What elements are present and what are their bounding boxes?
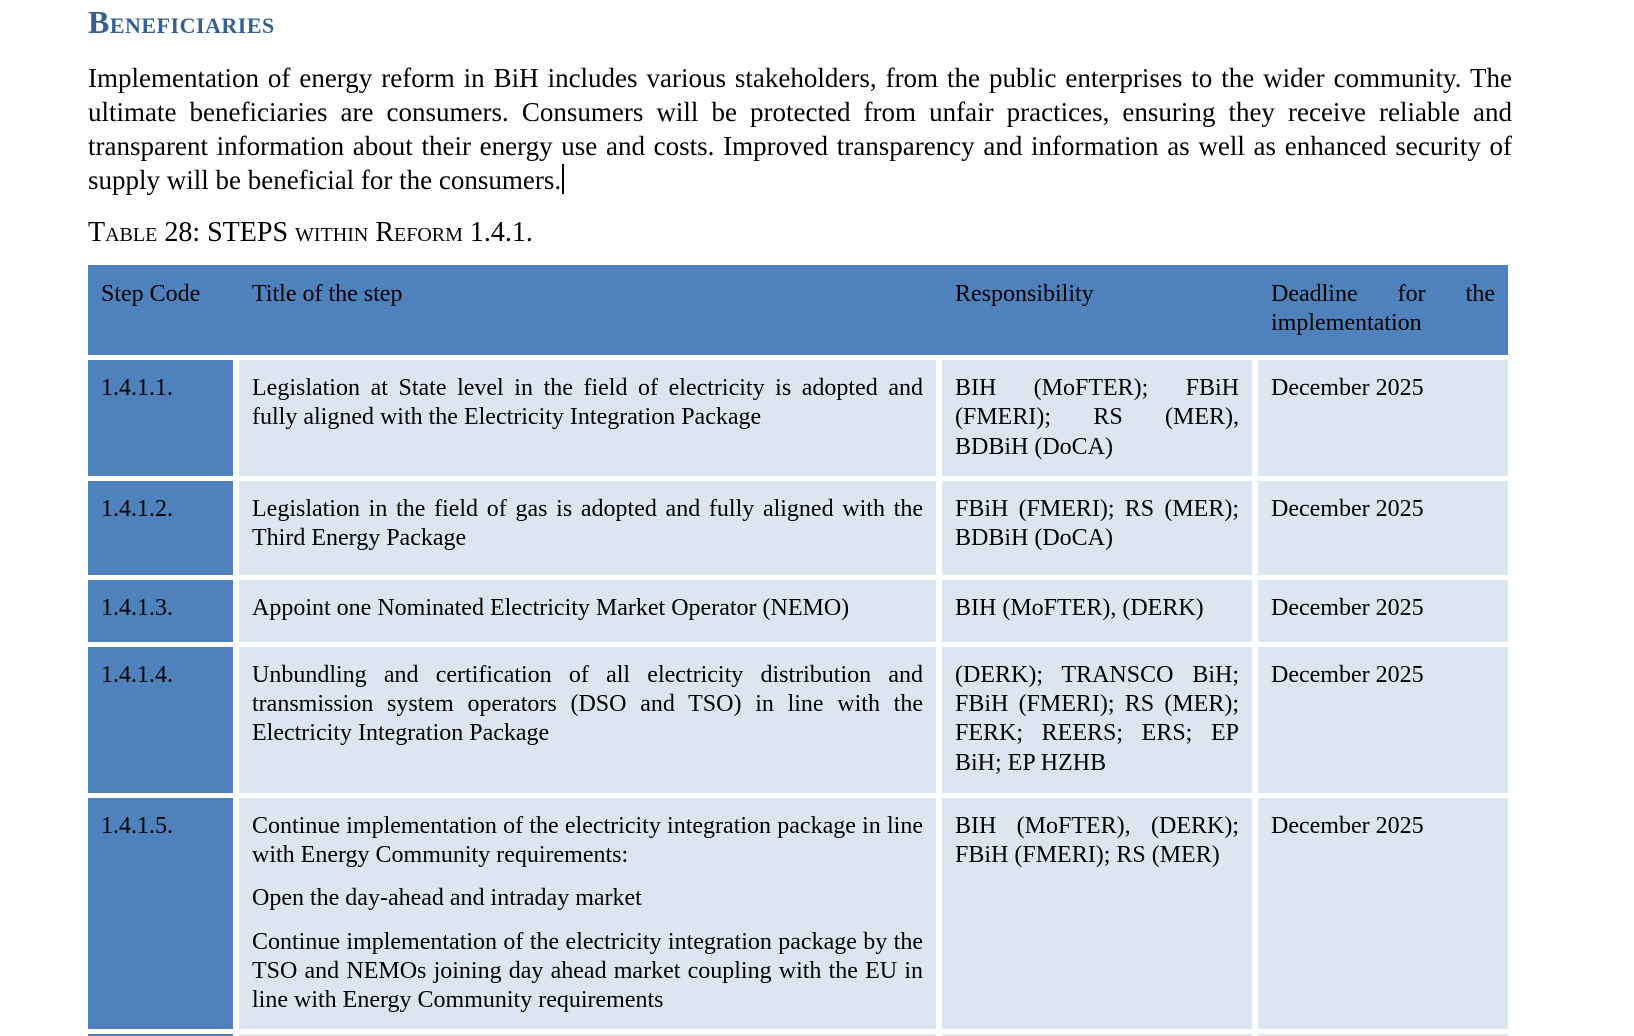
cell-responsibility: BIH (MoFTER), (DERK) [942,580,1252,642]
table-row [88,481,1508,575]
steps-table [88,265,1508,1036]
cell-deadline: December 2025 [1258,580,1508,642]
intro-paragraph-text: Implementation of energy reform in BiH includes various stakeholders, from the public enterprises to the wider community. The ultimate beneficiaries are consumers. Consumers will be protected from unfair practices, ensuring they receive reliable and transparent information about their energy use and costs. Improved transparency and information as well as enhanced security of supply will be beneficial for the consumers. [88,63,1512,196]
header-step-code: Step Code [101,281,201,308]
intro-paragraph [88,61,1512,197]
table-caption: Table 28: STEPS within Reform 1.4.1. [88,217,533,249]
cell-step-code: 1.4.1.5. [88,798,233,1030]
header-responsibility: Responsibility [955,281,1094,308]
cell-step-code: 1.4.1.4. [88,647,233,793]
cell-title-text: Open the day-ahead and intraday market [252,885,642,912]
cell-title [239,798,936,1030]
cell-step-code: 1.4.1.1. [88,360,233,476]
cell-deadline: December 2025 [1258,798,1508,1030]
cell-deadline: December 2025 [1258,647,1508,793]
cell-title-text: Legislation in the field of gas is adopted and fully aligned with the Third Energy Package [252,495,923,552]
table-row [88,798,1508,1030]
table-row [88,647,1508,793]
cell-title [239,481,936,575]
cell-title-text: Unbundling and certification of all electricity distribution and transmission system operators (DSO and TSO) in line with the Electricity Integration Package [252,661,923,747]
table-row [88,360,1508,476]
cell-title-text: Appoint one Nominated Electricity Market Operator (NEMO) [252,594,850,621]
cell-title-text: Continue implementation of the electricity integration package in line with Energy Community requirements: [252,812,923,869]
cell-responsibility: FBiH (FMERI); RS (MER); BDBiH (DoCA) [942,481,1252,575]
cell-title-text: Legislation at State level in the field of electricity is adopted and fully aligned with the Electricity Integration Package [252,375,923,431]
cell-responsibility: BIH (MoFTER), (DERK); FBiH (FMERI); RS (MER) [942,798,1252,1030]
table-row [88,580,1508,642]
cell-title [239,360,936,476]
table-header-row [88,265,1508,355]
text-cursor [562,164,564,194]
cell-title-text: Continue implementation of the electricity integration package by the TSO and NEMOs joining day ahead market coupling with the EU in line with Energy Community requirements [252,928,923,1014]
cell-title [239,580,936,642]
cell-title [239,647,936,793]
header-deadline: Deadline for the implementation [1271,281,1495,337]
cell-step-code: 1.4.1.3. [88,580,233,642]
cell-responsibility: (DERK); TRANSCO BiH; FBiH (FMERI); RS (MER); FERK; REERS; ERS; EP BiH; EP HZHB [942,647,1252,793]
cell-step-code: 1.4.1.2. [88,481,233,575]
cell-deadline: December 2025 [1258,360,1508,476]
cell-responsibility: BIH (MoFTER); FBiH (FMERI); RS (MER), BDBiH (DoCA) [942,360,1252,476]
section-heading: Beneficiaries [88,4,275,40]
header-title-of-step: Title of the step [252,281,403,308]
cell-deadline: December 2025 [1258,481,1508,575]
